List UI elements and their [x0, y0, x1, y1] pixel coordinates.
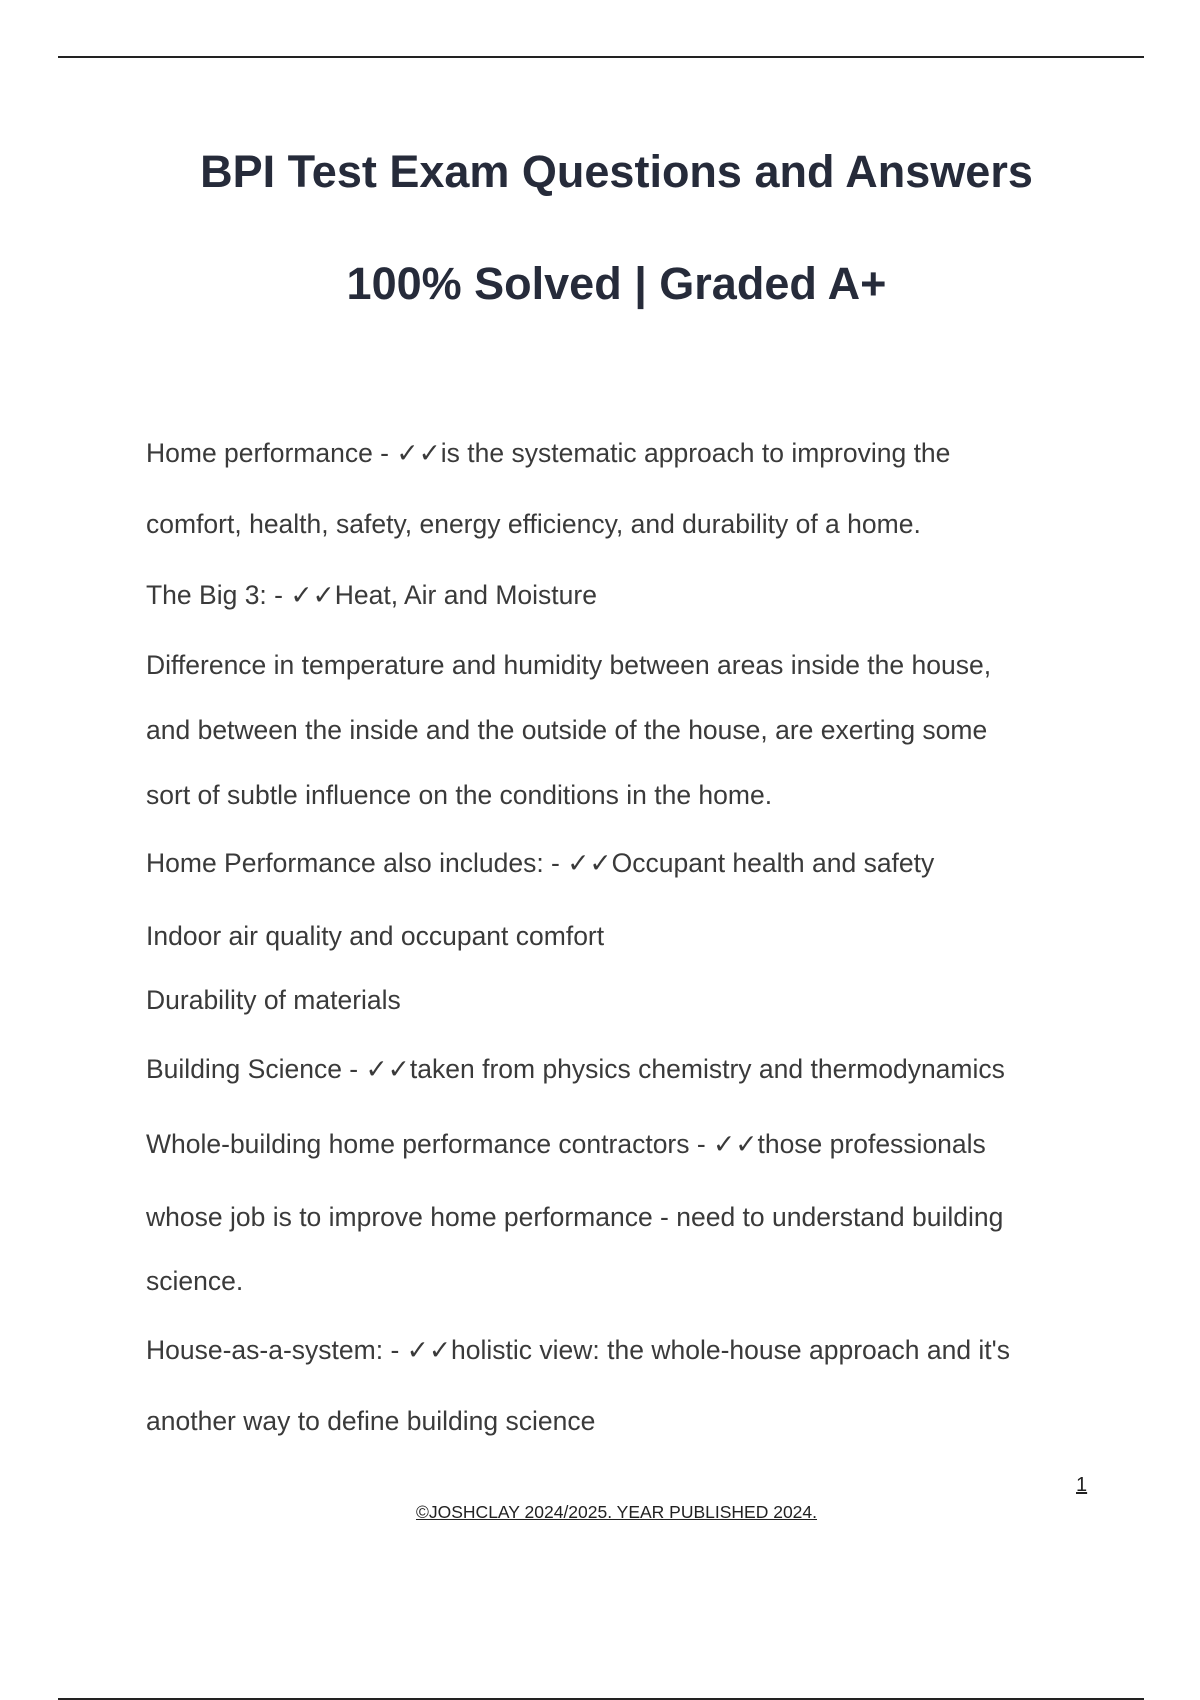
body-line: Whole-building home performance contractors - ✓✓those professionals: [146, 1129, 986, 1159]
body-line: House-as-a-system: - ✓✓holistic view: the whole-house approach and it's: [146, 1335, 1010, 1365]
page-number: 1: [1076, 1474, 1088, 1496]
body-line: Home Performance also includes: - ✓✓Occupant health and safety: [146, 848, 935, 878]
body-line: Durability of materials: [146, 985, 401, 1015]
copyright-footer: ©JOSHCLAY 2024/2025. YEAR PUBLISHED 2024.: [415, 1502, 818, 1522]
body-line: comfort, health, safety, energy efficiency, and durability of a home.: [146, 509, 921, 539]
body-line: Building Science - ✓✓taken from physics chemistry and thermodynamics: [146, 1054, 1005, 1084]
body-line: and between the inside and the outside of the house, are exerting some: [146, 715, 988, 745]
body-line: sort of subtle influence on the conditions in the home.: [146, 780, 773, 810]
body-line: another way to define building science: [146, 1406, 596, 1436]
body-line: whose job is to improve home performance - need to understand building: [146, 1202, 1004, 1232]
body-line: Indoor air quality and occupant comfort: [146, 921, 605, 951]
body-line: science.: [146, 1266, 244, 1296]
body-line: Difference in temperature and humidity between areas inside the house,: [146, 650, 992, 680]
body-line: Home performance - ✓✓is the systematic approach to improving the: [146, 438, 951, 468]
top-rule: [58, 56, 1144, 58]
body-line: The Big 3: - ✓✓Heat, Air and Moisture: [146, 580, 597, 610]
document-title-line-2: 100% Solved | Graded A+: [346, 258, 887, 309]
document-title-line-1: BPI Test Exam Questions and Answers: [200, 146, 1033, 197]
